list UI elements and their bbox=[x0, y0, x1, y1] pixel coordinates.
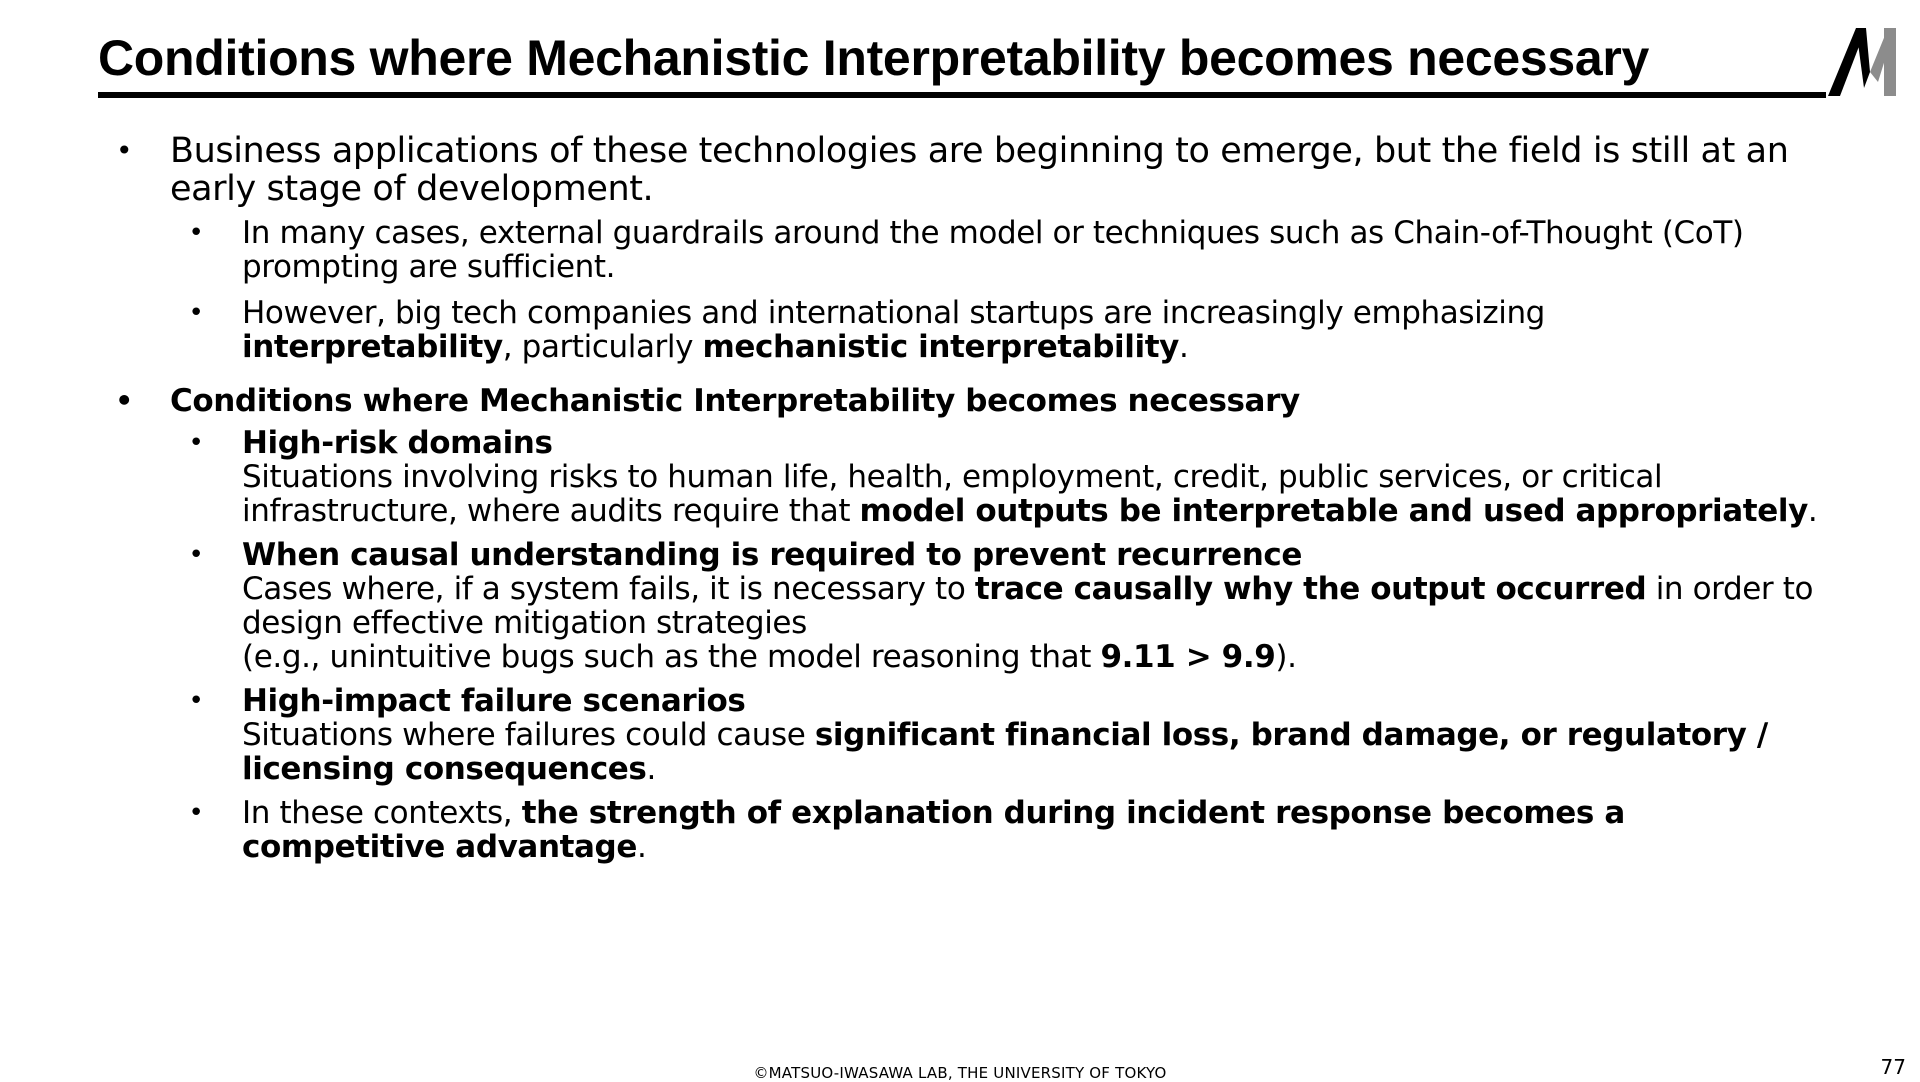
bullet-marker: • bbox=[115, 134, 133, 167]
bullet-text: Conditions where Mechanistic Interpretability becomes necessary bbox=[170, 383, 1300, 419]
bullet-bold: the strength of explanation during incident response becomes a competitive advantage bbox=[242, 795, 1625, 865]
bullet-heading: High-risk domains bbox=[242, 425, 553, 461]
page-number: 77 bbox=[1880, 1055, 1906, 1079]
bullet-marker: • bbox=[188, 686, 204, 716]
bullet-business-applications bbox=[0, 132, 1790, 208]
bullet-heading: When causal understanding is required to prevent recurrence bbox=[242, 537, 1302, 573]
sub-bullet-competitive-advantage bbox=[0, 796, 1822, 864]
bullet-marker: • bbox=[188, 298, 204, 328]
bullet-text-post: . bbox=[646, 751, 656, 787]
bullet-heading: High-impact failure scenarios bbox=[242, 683, 746, 719]
bullet-text-example: (e.g., unintuitive bugs such as the model reasoning that bbox=[242, 639, 1101, 675]
bullet-bold: model outputs be interpretable and used appropriately bbox=[859, 493, 1808, 529]
bullet-marker: • bbox=[188, 798, 204, 828]
bullet-bold-example: 9.11 > 9.9 bbox=[1100, 639, 1276, 675]
sub-bullet-guardrails bbox=[0, 216, 1822, 284]
bullet-text: In many cases, external guardrails around the model or techniques such as Chain-of-Thought (CoT) prompting are sufficient. bbox=[242, 215, 1744, 285]
bullet-text-post: . bbox=[636, 829, 647, 865]
bullet-text-pre: However, big tech companies and international startups are increasingly emphasizing bbox=[242, 295, 1545, 331]
bullet-marker: • bbox=[188, 428, 204, 458]
footer-copyright: ©MATSUO-IWASAWA LAB, THE UNIVERSITY OF TOKYO bbox=[753, 1064, 1167, 1082]
bullet-text-pre: Situations where failures could cause bbox=[242, 717, 815, 753]
bullet-bold: significant financial loss, brand damage, or regulatory / licensing consequences bbox=[242, 717, 1768, 787]
slide-title: Conditions where Mechanistic Interpretability becomes necessary bbox=[98, 30, 1650, 86]
sub-bullet-big-tech bbox=[0, 296, 1822, 364]
sub-bullet-high-risk-domains bbox=[0, 426, 1822, 528]
title-underline bbox=[98, 92, 1826, 98]
bullet-bold: trace causally why the output occurred bbox=[974, 571, 1647, 607]
sub-bullet-causal-understanding bbox=[0, 538, 1822, 674]
bullet-text-pre: In these contexts, bbox=[242, 795, 522, 831]
bullet-marker: • bbox=[188, 540, 204, 570]
bullet-text-post: . bbox=[1178, 329, 1189, 365]
bullet-text-mid: , particularly bbox=[502, 329, 703, 365]
bullet-conditions-heading bbox=[0, 382, 1790, 420]
slide-body bbox=[0, 132, 1920, 864]
bullet-bold-interpretability: interpretability bbox=[242, 329, 503, 365]
bullet-text-post: . bbox=[1807, 493, 1818, 529]
bullet-text-pre: Situations involving risks to human life, health, employment, credit, public services, or critical infrastructure, where audits require that bbox=[242, 459, 1663, 529]
bullet-text-mid: in order to design effective mitigation strategies bbox=[242, 571, 1814, 641]
matsuo-lab-logo bbox=[1826, 26, 1896, 98]
bullet-text-post: ). bbox=[1275, 639, 1297, 675]
bullet-text-pre: Cases where, if a system fails, it is necessary to bbox=[242, 571, 975, 607]
bullet-text: Business applications of these technologies are beginning to emerge, but the field is still at an early stage of development. bbox=[170, 131, 1789, 209]
bullet-marker: • bbox=[115, 384, 133, 417]
bullet-marker: • bbox=[188, 218, 204, 248]
bullet-bold-mechanistic: mechanistic interpretability bbox=[702, 329, 1179, 365]
sub-bullet-high-impact-failure bbox=[0, 684, 1822, 786]
